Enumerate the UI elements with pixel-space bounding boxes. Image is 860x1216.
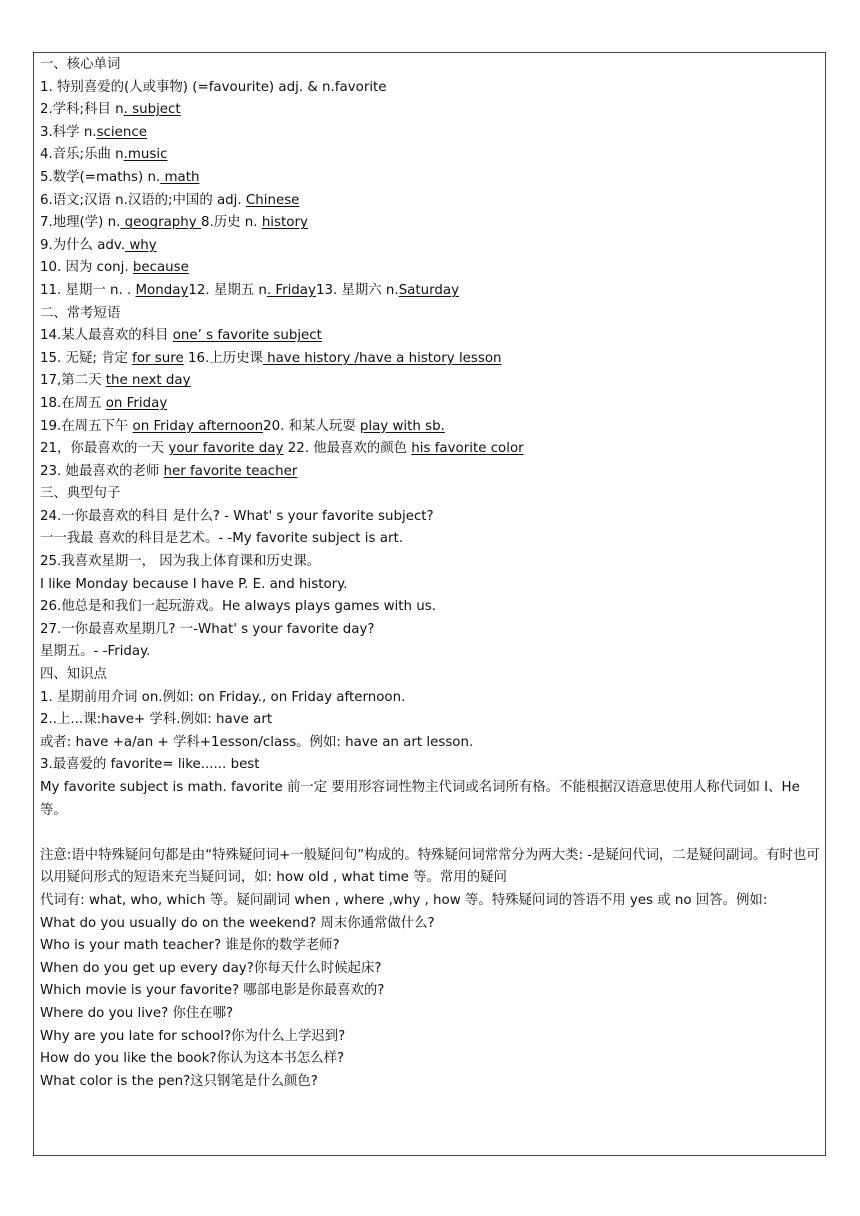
sentence-line: 星期五。- -Friday. — [40, 644, 151, 660]
example-line: What color is the pen?这只钢笔是什么颜色? — [40, 1073, 318, 1089]
phrase-item-15-16: 15. 无疑; 肯定 for sure 16.上历史课 have history /have a history lesson — [40, 350, 502, 366]
word-item-9: 9.为什么 adv. why — [40, 237, 157, 253]
word-item-3: 3.科学 n.science — [40, 124, 147, 140]
section-title-sentences: 三、典型句子 — [40, 486, 121, 502]
word-item-10: 10. 因为 conj. because — [40, 260, 189, 276]
phrase-item-14: 14.某人最喜欢的科目 one’ s favorite subject — [40, 328, 322, 344]
note-paragraph: 注意:语中特殊疑问句都是由“特殊疑问词+一般疑问句”构成的。特殊疑问词常常分为两大类: -是疑问代词，二是疑问副词。有时也可以用疑问形式的短语来充当疑问词，如: how old , what time 等。常用的疑问 — [40, 847, 820, 886]
knowledge-line: 3.最喜爱的 favorite= like...... best — [40, 757, 260, 773]
knowledge-line: 1. 星期前用介词 on.例如: on Friday., on Friday afternoon. — [40, 689, 406, 705]
phrase-item-23: 23. 她最喜欢的老师 her favorite teacher — [40, 463, 298, 479]
knowledge-line: 2..上...课:have+ 学科.例如: have art — [40, 712, 273, 728]
note-paragraph-continued: 代词有: what, who, which 等。疑问副词 when , where ,why , how 等。特殊疑问词的答语不用 yes 或 no 回答。例如: — [40, 892, 768, 908]
section-title-core-words: 一、核心单词 — [40, 57, 121, 72]
knowledge-paragraph: My favorite subject is math. favorite 前一定 要用形容词性物主代词或名词所有格。不能根据汉语意思使用人称代词如 I、He 等。 — [40, 780, 800, 818]
section-title-phrases: 二、常考短语 — [40, 305, 121, 321]
phrase-item-17: 17,第二天 the next day — [40, 373, 191, 389]
example-line: Why are you late for school?你为什么上学迟到? — [40, 1028, 346, 1044]
example-line: When do you get up every day?你每天什么时候起床? — [40, 960, 382, 976]
spacer — [40, 822, 822, 845]
phrase-item-18: 18.在周五 on Friday — [40, 395, 168, 411]
sentence-line: 27.一你最喜欢星期几? 一-What' s your favorite day? — [40, 621, 375, 637]
example-line: Which movie is your favorite? 哪部电影是你最喜欢的? — [40, 983, 385, 999]
section-title-knowledge: 四、知识点 — [40, 667, 107, 683]
word-item-7-8: 7.地理(学) n. geography 8.历史 n. history — [40, 215, 308, 231]
word-item-1: 1. 特别喜爱的(人或事物) (=favourite) adj. & n.favorite — [40, 79, 387, 95]
word-item-4: 4.音乐;乐曲 n.music — [40, 147, 168, 163]
knowledge-line: 或者: have +a/an + 学科+1esson/class。例如: have an art lesson. — [40, 734, 474, 750]
word-item-5: 5.数学(=maths) n. math — [40, 169, 200, 185]
sentence-line: 26.他总是和我们一起玩游戏。He always plays games with us. — [40, 599, 436, 615]
sentence-line: I like Monday because I have P. E. and history. — [40, 576, 348, 592]
word-item-2: 2.学科;科目 n. subject — [40, 102, 181, 118]
example-line: Who is your math teacher? 谁是你的数学老师? — [40, 938, 340, 954]
sentence-line: 25.我喜欢星期一， 因为我上体育课和历史课。 — [40, 554, 320, 570]
phrase-item-21-22: 21，你最喜欢的一天 your favorite day 22. 他最喜欢的颜色 his favorite color — [40, 441, 524, 457]
word-item-11-13: 11. 星期一 n. . Monday12. 星期五 n. Friday13. 星期六 n.Saturday — [40, 282, 460, 298]
example-line: How do you like the book?你认为这本书怎么样? — [40, 1051, 345, 1067]
phrase-item-19-20: 19.在周五下午 on Friday afternoon20. 和某人玩耍 play with sb. — [40, 418, 445, 434]
sentence-line: 一一我最 喜欢的科目是艺术。- -My favorite subject is art. — [40, 531, 403, 547]
word-item-6: 6.语文;汉语 n.汉语的;中国的 adj. Chinese — [40, 192, 300, 208]
document-body — [40, 54, 822, 1093]
example-line: Where do you live? 你住在哪? — [40, 1005, 234, 1021]
sentence-line: 24.一你最喜欢的科目 是什么? - What' s your favorite subject? — [40, 508, 434, 524]
example-line: What do you usually do on the weekend? 周末你通常做什么? — [40, 915, 435, 931]
